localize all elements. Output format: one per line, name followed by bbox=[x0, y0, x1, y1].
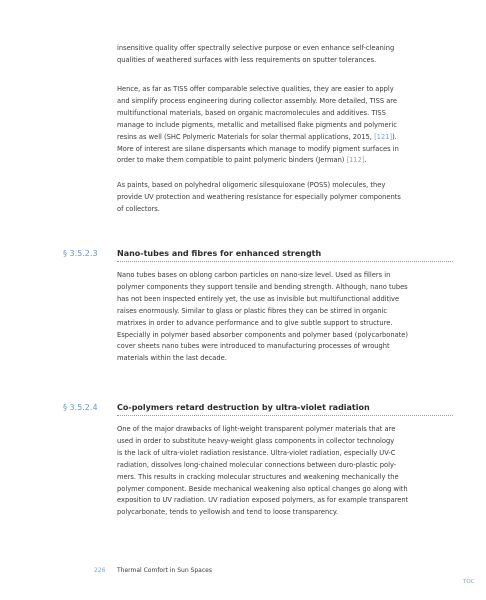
text-line: insensitive quality offer spectrally selective purpose or even enhance self-cleaning bbox=[117, 44, 395, 52]
paragraph-nano-tubes bbox=[117, 270, 453, 365]
text-line-with-ref bbox=[117, 132, 453, 144]
text-line: is the lack of ultra-violet radiation resistance. Ultra-violet radiation, especially UV-C bbox=[117, 448, 396, 457]
text-line: One of the major drawbacks of light-weight transparent polymer materials that are bbox=[117, 425, 396, 433]
text-line: polymer component. Beside mechanical weakening also optical changes go along with bbox=[117, 484, 408, 493]
text-line: raises enormously. Similar to glass or plastic fibres they can be stirred in organic bbox=[117, 306, 388, 315]
text-line: and simplify process engineering during collector assembly. More detailed, TISS are bbox=[117, 96, 398, 105]
toc-link[interactable]: TOC bbox=[463, 579, 475, 585]
text-line: Nano tubes bases on oblong carbon particles on nano-size level. Used as fillers in bbox=[117, 271, 391, 279]
text-line: As paints, based on polyhedral oligomeric silesquioxane (POSS) molecules, they bbox=[117, 181, 386, 189]
text-line: matrixes in order to advance performance and to give subtle support to structure. bbox=[117, 318, 393, 327]
text-line: materials within the last decade. bbox=[117, 354, 227, 363]
text-line: More of interest are silane dispersants which manage to modify pigment surfaces in bbox=[117, 144, 399, 153]
text-segment: order to make them compatible to paint polymeric binders (Jerman) bbox=[117, 156, 345, 165]
section-divider bbox=[117, 261, 453, 262]
text-line: polycarbonate, tends to yellowish and tend to loose transparency. bbox=[117, 508, 339, 517]
text-line: exposition to UV radiation. UV radiation exposed polymers, as for example transparent bbox=[117, 496, 409, 505]
text-line: of collectors. bbox=[117, 204, 160, 213]
text-line: manage to include pigments, metallic and metallised flake pigments and polymeric bbox=[117, 120, 397, 129]
reference-link-112[interactable]: [112] bbox=[346, 156, 365, 165]
reference-link-121[interactable]: [121] bbox=[374, 132, 393, 141]
section-number: § 3.5.2.3 bbox=[63, 249, 98, 258]
text-line: cover sheets nano tubes were introduced to manufacturing processes of wrought bbox=[117, 342, 390, 351]
text-line: polymer components they support tensile and bending strength. Although, nano tubes bbox=[117, 282, 408, 291]
text-line: multifunctional materials, based on organic macromolecules and additives. TISS bbox=[117, 108, 386, 117]
paragraph-co-polymers bbox=[117, 424, 453, 519]
text-segment: ). bbox=[392, 132, 397, 141]
section-number: § 3.5.2.4 bbox=[63, 403, 98, 412]
text-line: used in order to substitute heavy-weight glass components in collector technology bbox=[117, 436, 395, 445]
text-line: qualities of weathered surfaces with less requirements on sputter tolerances. bbox=[117, 55, 377, 64]
text-segment: . bbox=[364, 156, 367, 165]
text-line: Especially in polymer based absorber components and polymer based (polycarbonate) bbox=[117, 330, 409, 339]
text-line: has not been inspected entirely yet, the use as invisible but multifunctional additive bbox=[117, 294, 400, 303]
page-number: 226 bbox=[94, 567, 106, 574]
text-line: mers. This results in cracking molecular structures and weakening mechanically the bbox=[117, 472, 399, 481]
text-line: radiation, dissolves long-chained molecular connections between duro-plastic poly- bbox=[117, 460, 397, 469]
running-footer-title: Thermal Comfort in Sun Spaces bbox=[117, 567, 212, 574]
text-line-with-ref bbox=[117, 155, 453, 167]
paragraph-tiss bbox=[117, 84, 453, 167]
text-line: Hence, as far as TISS offer comparable selective qualities, they are easier to apply bbox=[117, 85, 394, 93]
paragraph-intro-continuation bbox=[117, 43, 453, 67]
section-heading: Nano-tubes and fibres for enhanced strength bbox=[117, 249, 322, 258]
paragraph-poss bbox=[117, 180, 453, 216]
section-heading: Co-polymers retard destruction by ultra-violet radiation bbox=[117, 403, 370, 412]
text-segment: resins as well (SHC Polymeric Materials for solar thermal applications, 2015, bbox=[117, 132, 372, 141]
section-divider bbox=[117, 415, 453, 416]
text-line: provide UV protection and weathering resistance for especially polymer components bbox=[117, 192, 401, 201]
